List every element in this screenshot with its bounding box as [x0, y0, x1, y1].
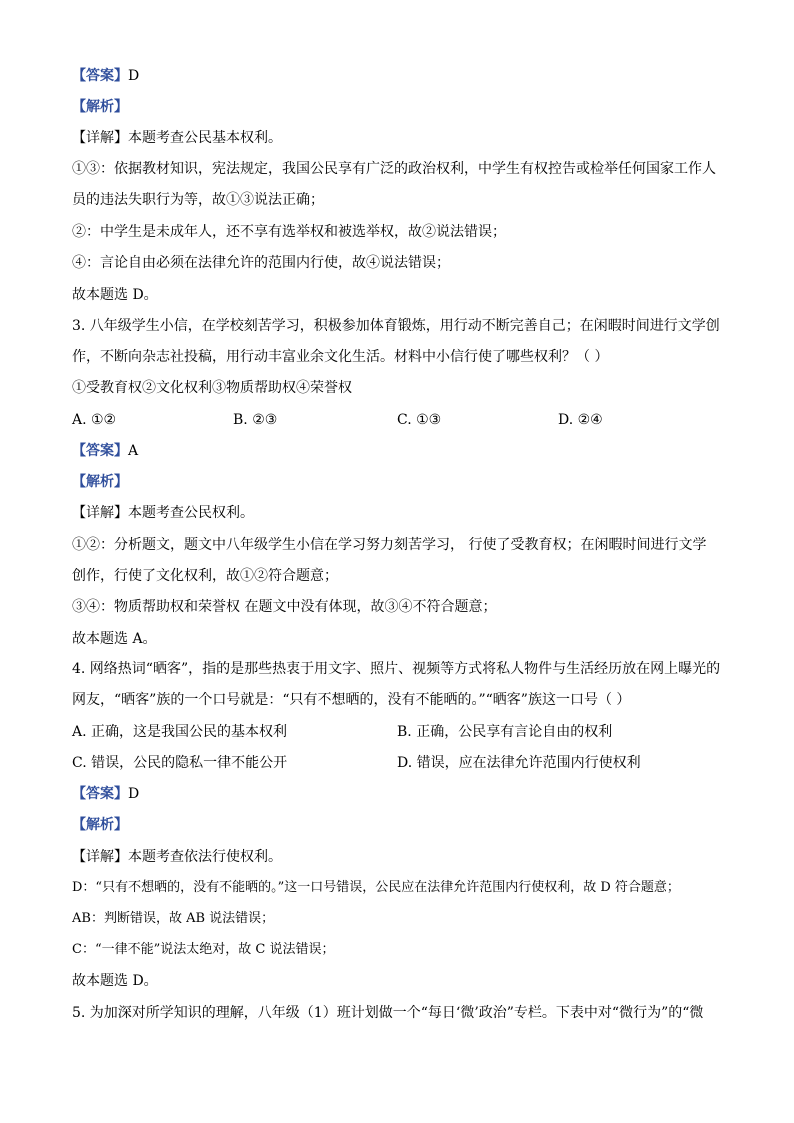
q4-option-b: B. 正确，公民享有言论自由的权利	[397, 724, 613, 740]
analysis-label: 【解析】	[72, 817, 128, 833]
q4-detail-line	[72, 847, 724, 867]
q2-explanation-3: ④：言论自由必须在法律允许的范围内行使，故④说法错误；	[72, 255, 450, 271]
q3-explanation-1: ①②：分析题文，题文中八年级学生小信在学习努力刻苦学习， 行使了受教育权；在闲暇时间进行文学	[72, 537, 707, 553]
q4-conclusion: 故本题选 D。	[72, 973, 158, 989]
detail-label: 【详解】	[72, 505, 128, 521]
detail-text: 本题考查依法行使权利。	[128, 849, 282, 865]
q4-explanation-2: AB：判断错误，故 AB 说法错误；	[72, 911, 275, 926]
analysis-label: 【解析】	[72, 474, 128, 490]
q3-option-d: D. ②④	[558, 412, 603, 428]
q2-explanation-2: ②：中学生是未成年人，还不享有选举权和被选举权，故②说法错误；	[72, 224, 506, 240]
q3-items: ①受教育权②文化权利③物质帮助权④荣誉权	[72, 380, 352, 396]
q4-explanation-1: D：“只有不想晒的，没有不能晒的。”这一口号错误，公民应在法律允许范围内行使权利，故 D 符合题意；	[72, 880, 680, 895]
q3-option-b: B. ②③	[233, 412, 278, 428]
detail-text: 本题考查公民权利。	[128, 505, 254, 521]
q2-explanation-1b: 员的违法失职行为等，故①③说法正确；	[72, 192, 324, 208]
q2-analysis-heading	[72, 97, 724, 117]
q4-explanation-3: C：“一律不能”说法太绝对，故 C 说法错误；	[72, 942, 335, 957]
q4-answer-line	[72, 784, 724, 804]
q3-option-c: C. ①③	[397, 412, 442, 428]
q3-analysis-heading	[72, 472, 724, 492]
q4-stem-2: 网友，“晒客”族的一个口号就是：“只有不想晒的，没有不能晒的。”“晒客”族这一口号（ ）	[72, 692, 631, 708]
q3-option-a: A. ①②	[72, 412, 117, 428]
q2-explanation-1: ①③：依据教材知识，宪法规定，我国公民享有广泛的政治权利，中学生有权控告或检举任何国家工作人	[72, 161, 716, 177]
answer-label: 【答案】	[72, 68, 128, 84]
answer-value: A	[128, 443, 139, 459]
q2-detail-line	[72, 128, 724, 148]
q4-analysis-heading	[72, 815, 724, 835]
q2-answer-line	[72, 66, 724, 86]
q2-conclusion: 故本题选 D。	[72, 287, 158, 303]
answer-value: D	[128, 786, 140, 802]
answer-label: 【答案】	[72, 786, 128, 802]
q3-explanation-2: ③④：物质帮助权和荣誉权 在题文中没有体现，故③④不符合题意；	[72, 599, 497, 615]
q4-option-a: A. 正确，这是我国公民的基本权利	[72, 724, 288, 740]
q4-option-c: C. 错误，公民的隐私一律不能公开	[72, 755, 288, 771]
q4-stem-1: 4. 网络热词“晒客”，指的是那些热衷于用文字、照片、视频等方式将私人物件与生活经历放在网上曝光的	[72, 661, 721, 677]
q3-stem-1: 3. 八年级学生小信，在学校刻苦学习，积极参加体育锻炼，用行动不断完善自己；在闲暇时间进行文学创	[72, 318, 720, 334]
q3-explanation-1b: 创作，行使了文化权利，故①②符合题意；	[72, 568, 338, 584]
q3-stem-2: 作，不断向杂志社投稿，用行动丰富业余文化生活。材料中小信行使了哪些权利？（ ）	[72, 349, 609, 365]
answer-value: D	[128, 68, 140, 84]
q4-option-d: D. 错误，应在法律允许范围内行使权利	[397, 755, 641, 771]
answer-label: 【答案】	[72, 443, 128, 459]
detail-text: 本题考查公民基本权利。	[128, 130, 282, 146]
q3-detail-line	[72, 503, 724, 523]
analysis-label: 【解析】	[72, 99, 128, 115]
detail-label: 【详解】	[72, 130, 128, 146]
q5-stem-1: 5. 为加深对所学知识的理解，八年级（1）班计划做一个“每日‘微’政治”专栏。下表中对“微行为”的“微	[72, 1005, 704, 1021]
q3-conclusion: 故本题选 A。	[72, 631, 157, 647]
detail-label: 【详解】	[72, 849, 128, 865]
q3-answer-line	[72, 441, 724, 461]
